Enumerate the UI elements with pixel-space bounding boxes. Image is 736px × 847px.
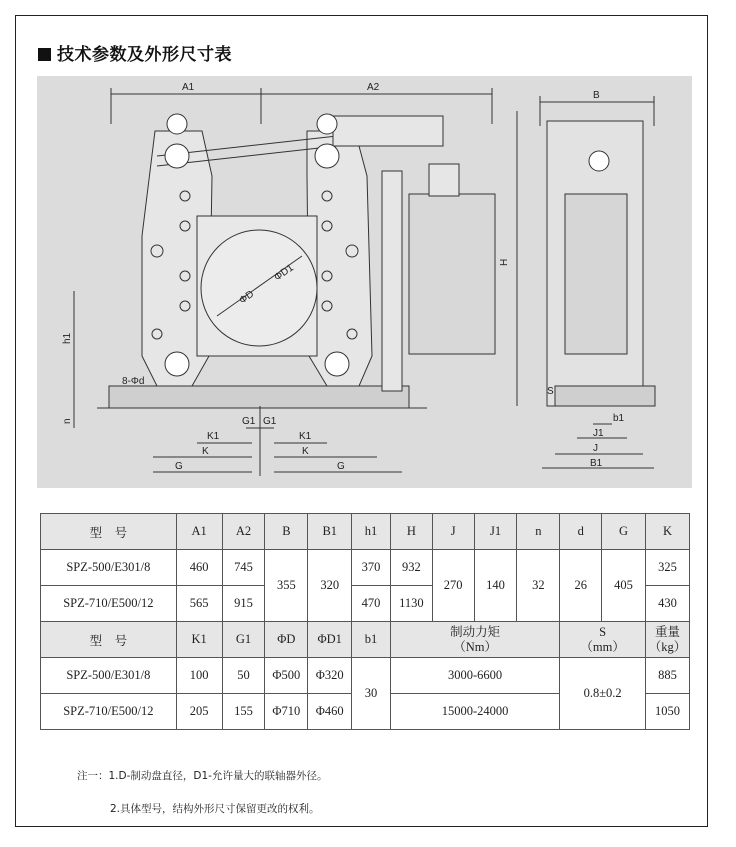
header2-D1: ΦD1 bbox=[308, 622, 352, 658]
cell-torque: 3000-6600 bbox=[390, 658, 559, 694]
label-K1-left: K1 bbox=[207, 431, 220, 442]
cell-weight: 1050 bbox=[645, 694, 689, 730]
header2-S-unit: （mm） bbox=[580, 639, 625, 654]
label-n: n bbox=[62, 418, 73, 424]
header2-weight-label: 重量 bbox=[654, 624, 680, 639]
label-B: B bbox=[593, 90, 600, 101]
table-row bbox=[41, 550, 690, 586]
header2-torque-label: 制动力矩 bbox=[450, 624, 501, 639]
label-K1-right: K1 bbox=[299, 431, 312, 442]
cell-model: SPZ-500/E301/8 bbox=[41, 550, 177, 586]
header-B: B bbox=[265, 514, 308, 550]
cell-torque: 15000-24000 bbox=[390, 694, 559, 730]
spec-table bbox=[40, 513, 690, 730]
label-A2: A2 bbox=[367, 82, 380, 93]
cell-B1: 320 bbox=[308, 550, 352, 622]
header2-S bbox=[560, 622, 646, 658]
label-K-left: K bbox=[202, 446, 209, 457]
label-K-right: K bbox=[302, 446, 309, 457]
cell-G1: 155 bbox=[222, 694, 265, 730]
header2-K1: K1 bbox=[176, 622, 222, 658]
label-J1: J1 bbox=[593, 428, 604, 439]
header-A2: A2 bbox=[222, 514, 265, 550]
label-A1: A1 bbox=[182, 82, 195, 93]
header2-b1: b1 bbox=[352, 622, 391, 658]
cell-model: SPZ-710/E500/12 bbox=[41, 586, 177, 622]
header2-weight-unit: （kg） bbox=[648, 639, 687, 654]
header2-model: 型 号 bbox=[41, 622, 177, 658]
square-bullet-icon bbox=[38, 48, 51, 61]
section-title-text: 技术参数及外形尺寸表 bbox=[57, 45, 232, 65]
cell-G1: 50 bbox=[222, 658, 265, 694]
header2-torque bbox=[390, 622, 559, 658]
header-H: H bbox=[390, 514, 432, 550]
header-A1: A1 bbox=[176, 514, 222, 550]
header-h1: h1 bbox=[352, 514, 391, 550]
label-D1: ΦD1 bbox=[272, 262, 296, 284]
label-d: 8-Φd bbox=[122, 376, 145, 387]
cell-A2: 915 bbox=[222, 586, 265, 622]
label-H: H bbox=[499, 258, 510, 266]
cell-A2: 745 bbox=[222, 550, 265, 586]
note-2: 2.具体型号，结构外形尺寸保留更改的权利。 bbox=[110, 803, 320, 815]
section-title bbox=[38, 40, 232, 65]
cell-H: 932 bbox=[390, 550, 432, 586]
cell-J: 270 bbox=[432, 550, 474, 622]
cell-n: 32 bbox=[517, 550, 560, 622]
header2-S-label: S bbox=[599, 624, 607, 639]
cell-A1: 460 bbox=[176, 550, 222, 586]
cell-K1: 205 bbox=[176, 694, 222, 730]
label-G-left: G bbox=[175, 461, 183, 472]
cell-B: 355 bbox=[265, 550, 308, 622]
cell-J1: 140 bbox=[474, 550, 517, 622]
cell-A1: 565 bbox=[176, 586, 222, 622]
cell-h1: 370 bbox=[352, 550, 391, 586]
header-K: K bbox=[645, 514, 689, 550]
cell-S: 0.8±0.2 bbox=[560, 658, 646, 730]
table-row bbox=[41, 658, 690, 694]
cell-D1: Φ460 bbox=[308, 694, 352, 730]
cell-model: SPZ-710/E500/12 bbox=[41, 694, 177, 730]
notes bbox=[77, 768, 327, 819]
label-G1-left: G1 bbox=[242, 416, 256, 427]
cell-D: Φ500 bbox=[265, 658, 308, 694]
cell-d: 26 bbox=[560, 550, 602, 622]
cell-D1: Φ320 bbox=[308, 658, 352, 694]
cell-K1: 100 bbox=[176, 658, 222, 694]
table-header-row-2 bbox=[41, 622, 690, 658]
cell-G: 405 bbox=[602, 550, 646, 622]
header-J: J bbox=[432, 514, 474, 550]
label-h1: h1 bbox=[62, 332, 73, 344]
note-1: 注一：1.D-制动盘直径，D1-允许量大的联轴器外径。 bbox=[77, 770, 328, 782]
label-J: J bbox=[593, 443, 598, 454]
header-G: G bbox=[602, 514, 646, 550]
header2-G1: G1 bbox=[222, 622, 265, 658]
header2-weight bbox=[645, 622, 689, 658]
header-J1: J1 bbox=[474, 514, 517, 550]
table-header-row-1 bbox=[41, 514, 690, 550]
label-B1: B1 bbox=[590, 458, 603, 469]
cell-H: 1130 bbox=[390, 586, 432, 622]
header2-D: ΦD bbox=[265, 622, 308, 658]
header-d: d bbox=[560, 514, 602, 550]
label-b1: b1 bbox=[613, 413, 625, 424]
cell-weight: 885 bbox=[645, 658, 689, 694]
cell-K: 325 bbox=[645, 550, 689, 586]
technical-drawing bbox=[37, 76, 692, 488]
cell-D: Φ710 bbox=[265, 694, 308, 730]
label-G1-right: G1 bbox=[263, 416, 277, 427]
header-model: 型 号 bbox=[41, 514, 177, 550]
cell-b1: 30 bbox=[352, 658, 391, 730]
label-D: ΦD bbox=[237, 288, 257, 307]
cell-h1: 470 bbox=[352, 586, 391, 622]
label-S: S bbox=[547, 386, 554, 397]
cell-model: SPZ-500/E301/8 bbox=[41, 658, 177, 694]
header2-torque-unit: （Nm） bbox=[453, 639, 497, 654]
cell-K: 430 bbox=[645, 586, 689, 622]
header-n: n bbox=[517, 514, 560, 550]
label-G-right: G bbox=[337, 461, 345, 472]
header-B1: B1 bbox=[308, 514, 352, 550]
brake-drawing bbox=[37, 76, 692, 488]
